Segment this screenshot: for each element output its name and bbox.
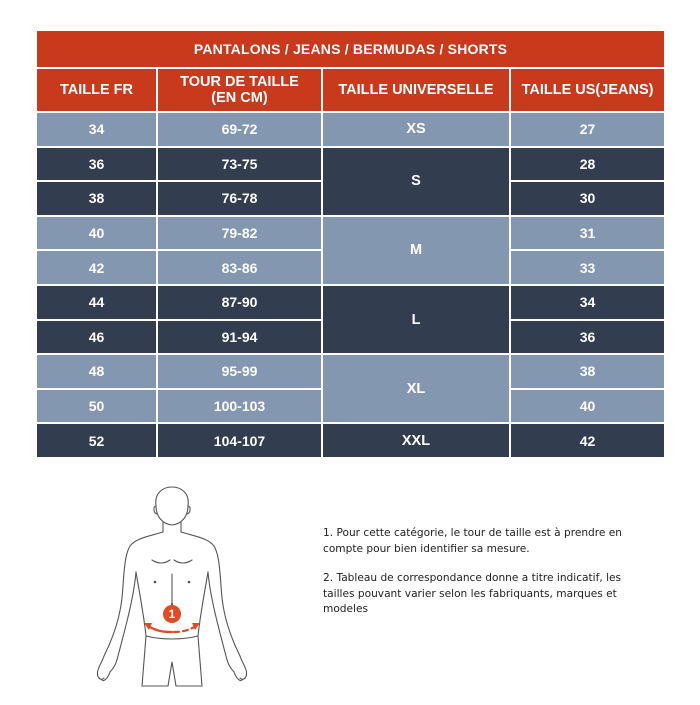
cell-taille-fr: 52 (36, 423, 157, 458)
cell-taille-fr: 44 (36, 285, 157, 320)
cell-tour-de-taille: 79-82 (157, 216, 322, 251)
table-row (36, 354, 665, 389)
header-taille-fr: TAILLE FR (36, 68, 157, 112)
notes (323, 526, 653, 632)
header-tour-de-taille: TOUR DE TAILLE (EN CM) (157, 68, 322, 112)
cell-tour-de-taille: 100-103 (157, 389, 322, 424)
header-taille-universelle: TAILLE UNIVERSELLE (322, 68, 510, 112)
cell-taille-us: 34 (510, 285, 665, 320)
cell-tour-de-taille: 104-107 (157, 423, 322, 458)
cell-taille-us: 42 (510, 423, 665, 458)
size-table (35, 29, 666, 459)
cell-tour-de-taille: 87-90 (157, 285, 322, 320)
table-row (36, 147, 665, 182)
cell-taille-fr: 34 (36, 112, 157, 147)
cell-tour-de-taille: 91-94 (157, 320, 322, 355)
note-1: 1. Pour cette catégorie, le tour de taille est à prendre en compte pour bien identifier sa mesure. (323, 527, 623, 555)
cell-taille-fr: 40 (36, 216, 157, 251)
note-2: 2. Tableau de correspondance donne a titre indicatif, les tailles pouvant varier selon les fabriquants, marques et modeles (323, 572, 622, 615)
cell-tour-de-taille: 83-86 (157, 250, 322, 285)
body-measurement-figure (92, 486, 252, 700)
cell-taille-us: 40 (510, 389, 665, 424)
cell-tour-de-taille: 76-78 (157, 181, 322, 216)
cell-taille-us: 27 (510, 112, 665, 147)
cell-taille-fr: 46 (36, 320, 157, 355)
cell-taille-us: 38 (510, 354, 665, 389)
cell-taille-fr: 48 (36, 354, 157, 389)
cell-taille-us: 30 (510, 181, 665, 216)
cell-taille-universelle: M (322, 216, 510, 285)
cell-taille-universelle: XXL (322, 423, 510, 458)
table-title: PANTALONS / JEANS / BERMUDAS / SHORTS (36, 30, 665, 68)
cell-taille-universelle: S (322, 147, 510, 216)
cell-taille-fr: 36 (36, 147, 157, 182)
measurement-marker-label: 1 (168, 607, 176, 621)
cell-taille-fr: 50 (36, 389, 157, 424)
cell-taille-us: 28 (510, 147, 665, 182)
table-row (36, 216, 665, 251)
cell-taille-us: 36 (510, 320, 665, 355)
table-row (36, 112, 665, 147)
cell-taille-universelle: L (322, 285, 510, 354)
cell-tour-de-taille: 69-72 (157, 112, 322, 147)
cell-taille-us: 31 (510, 216, 665, 251)
table-row (36, 285, 665, 320)
cell-taille-us: 33 (510, 250, 665, 285)
header-taille-us: TAILLE US(JEANS) (510, 68, 665, 112)
cell-taille-fr: 42 (36, 250, 157, 285)
cell-tour-de-taille: 95-99 (157, 354, 322, 389)
cell-taille-universelle: XS (322, 112, 510, 147)
body-outline-icon (92, 486, 252, 700)
table-row (36, 423, 665, 458)
cell-taille-fr: 38 (36, 181, 157, 216)
cell-tour-de-taille: 73-75 (157, 147, 322, 182)
cell-taille-universelle: XL (322, 354, 510, 423)
